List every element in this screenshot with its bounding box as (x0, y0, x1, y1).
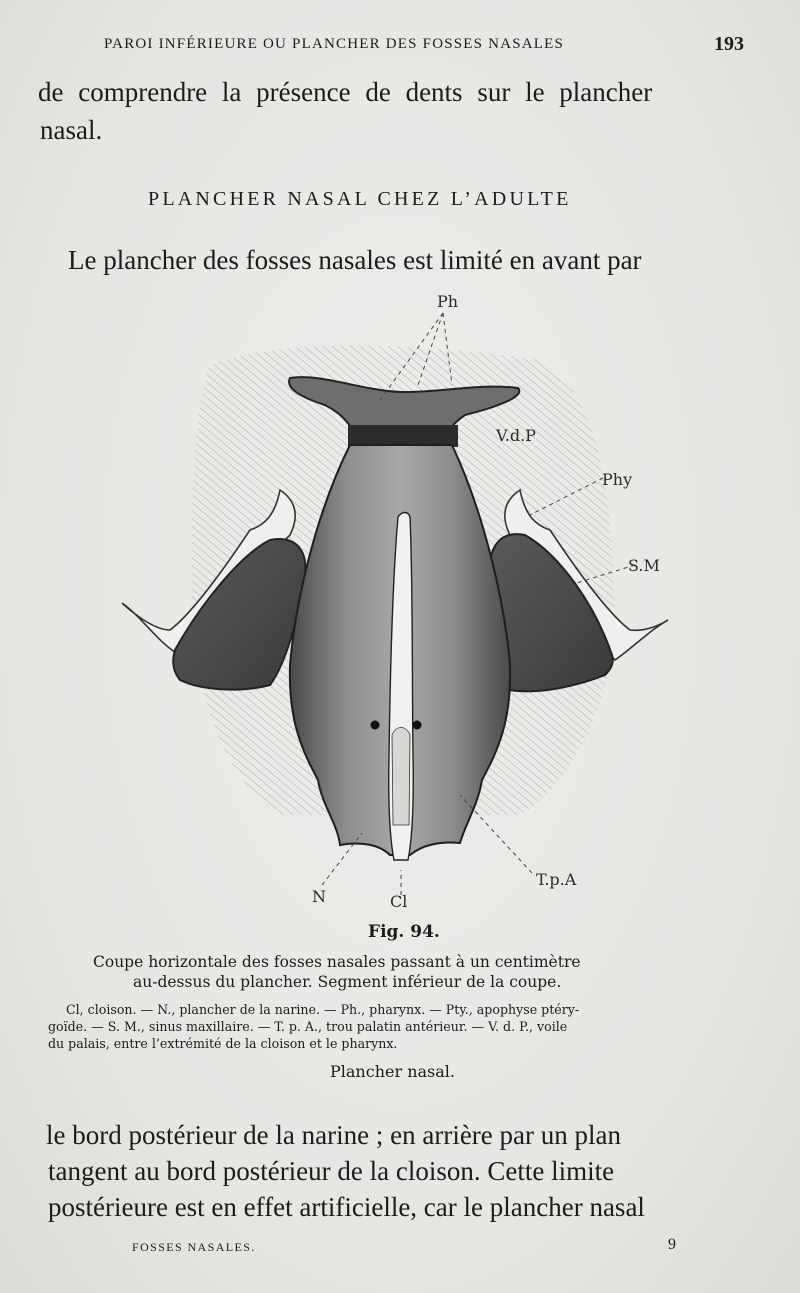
label-cl: Cl (390, 892, 408, 911)
legend-line-3: du palais, entre l’extrémité de la cloison et le pharynx. (48, 1036, 398, 1051)
label-phy: Phy (602, 470, 633, 489)
legend-line-2: goïde. — S. M., sinus maxillaire. — T. p. A., trou palatin antérieur. — V. d. P., voile (48, 1019, 568, 1034)
foramen-left (371, 721, 380, 730)
label-n: N (312, 887, 326, 906)
section-title: PLANCHER NASAL CHEZ L’ADULTE (148, 188, 572, 210)
caption-line-2: au-dessus du plancher. Segment inférieur de la coupe. (133, 973, 562, 991)
palate-band (348, 425, 458, 447)
footer-signature: FOSSES NASALES. (132, 1240, 256, 1254)
intro-line: Le plancher des fosses nasales est limité en avant par (68, 245, 642, 275)
legend-line-1: Cl, cloison. — N., plancher de la narine. — Ph., pharynx. — Pty., apophyse ptéry- (66, 1002, 580, 1017)
body-line-3: le bord postérieur de la narine ; en arrière par un plan (46, 1120, 621, 1150)
foramen-right (413, 721, 422, 730)
label-tpa: T.p.A (536, 870, 577, 889)
body-line-4: tangent au bord postérieur de la cloison. Cette limite (48, 1156, 615, 1186)
running-head: PAROI INFÉRIEURE OU PLANCHER DES FOSSES NASALES (104, 36, 565, 52)
label-ph: Ph (437, 292, 459, 311)
page-number: 193 (714, 33, 744, 55)
label-sm: S.M (628, 556, 660, 575)
septum-cartilage (392, 728, 410, 826)
sheet-number: 9 (668, 1236, 676, 1253)
label-vdp: V.d.P (496, 426, 536, 445)
anatomical-figure (100, 285, 700, 915)
body-line-2: nasal. (40, 115, 103, 145)
body-line-1: de comprendre la présence de dents sur le plancher (38, 77, 653, 107)
figure-number: Fig. 94. (368, 922, 440, 942)
body-line-5: postérieure est en effet artificielle, car le plancher nasal (48, 1192, 645, 1222)
figure-subcaption: Plancher nasal. (330, 1062, 455, 1081)
caption-line-1: Coupe horizontale des fosses nasales passant à un centimètre (93, 953, 581, 971)
